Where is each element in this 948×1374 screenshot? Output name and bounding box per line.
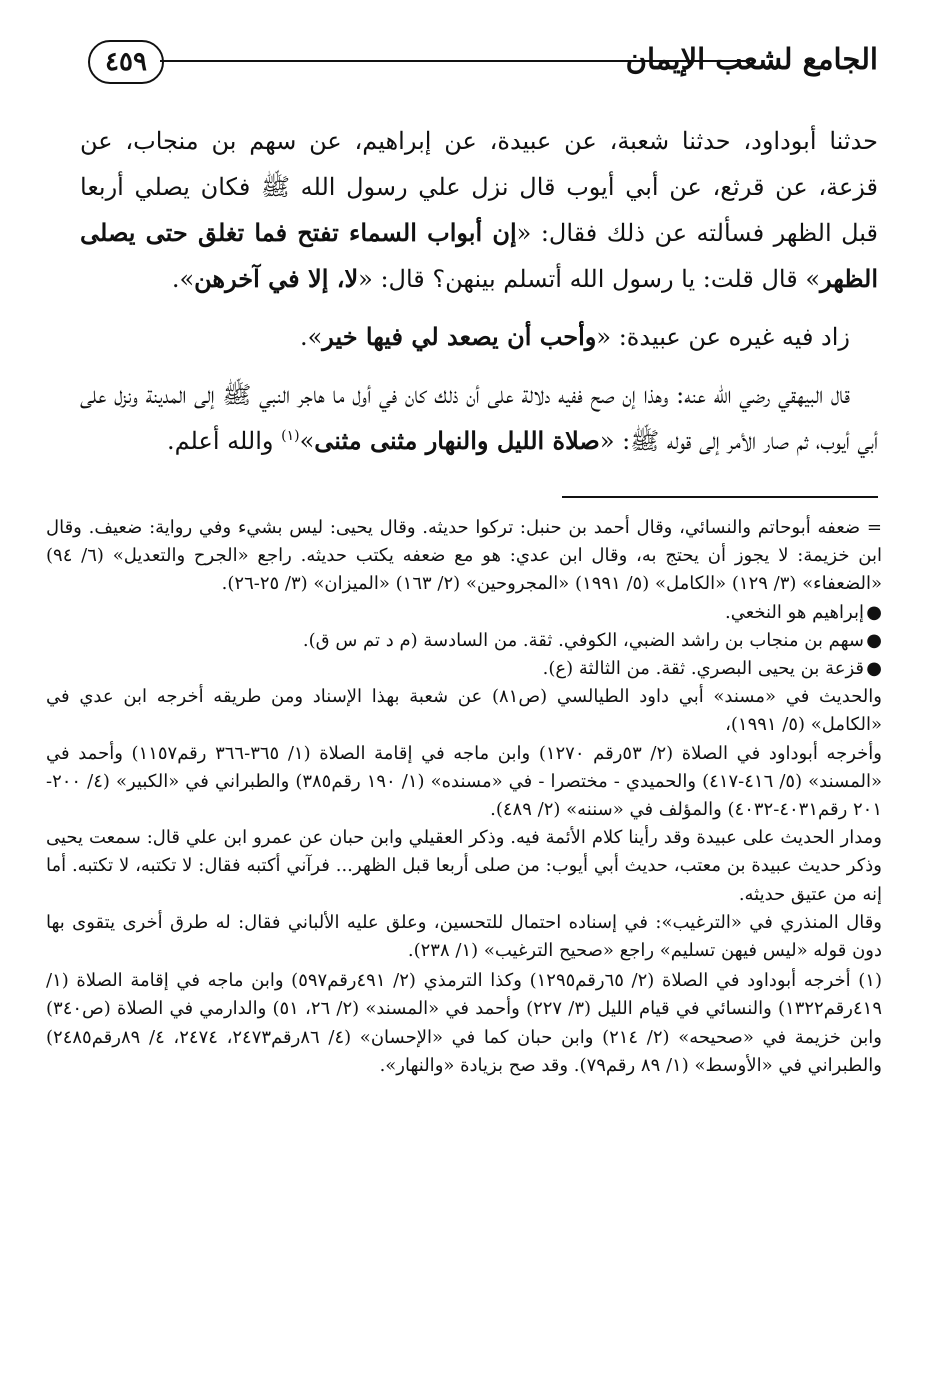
- hadith-quote-2: لا، إلا في آخرهن: [194, 264, 359, 293]
- footnote-paragraph: ومدار الحديث على عبيدة وقد رأينا كلام الأئمة فيه. وذكر العقيلي وابن حبان عن عمرو ابن علي قال: سمعت يحيى وذكر حديث عبيدة بن معتب، حديث أبي أيوب: من صلى أربعا قبل الظهر... فرآني أكتبه فقال: لا تكتبه، لا تكتبه. أما إنه من عتيق حديثه.: [46, 827, 882, 905]
- footnote-line: = ضعفه أبوحاتم والنسائي، وقال أحمد بن حنبل: تركوا حديثه. وقال يحيى: ليس بشيء وفي: [198, 517, 882, 538]
- addition-paragraph: [80, 314, 878, 360]
- list-item: [46, 627, 882, 655]
- bayhaqi-text-end: والله أعلم.: [166, 427, 282, 455]
- page-header: [88, 40, 878, 106]
- footnote-separator: [562, 496, 878, 498]
- book-title: الجامع لشعب الإيمان: [625, 42, 878, 76]
- hadith-paragraph: [80, 118, 878, 302]
- footnote-paragraph: والحديث في «مسند» أبي داود الطيالسي (ص٨١) عن شعبة بهذا الإسناد ومن طريقه أخرجه ابن عدي في «الكامل» (٥/ ١٩٩١)،: [46, 686, 882, 736]
- footnote-reference[interactable]: (١): [281, 428, 300, 444]
- footnote-continuation: [46, 514, 882, 599]
- hadith-text: حدثنا أبوداود، حدثنا شعبة، عن عبيدة، عن إبراهيم، عن سهم بن منجاب، عن قزعة، عن قرثع، عن أبي أيوب قال نزل علي رسول الله ﷺ فكان يصلي أربعا قبل الظهر فسألته عن ذلك فقال: «: [80, 127, 879, 247]
- hadith-quote: إن أبواب السماء تفتح فما تغلق حتى يصلى الظهر: [80, 218, 878, 293]
- bayhaqi-paragraph: [80, 372, 878, 464]
- addition-text: زاد فيه غيره عن عبيدة: «: [596, 323, 850, 351]
- addition-quote: وأحب أن يصعد لي فيها خير: [322, 322, 597, 351]
- hadith-text-end: ».: [171, 265, 195, 293]
- footnote-1: (١) أخرجه أبوداود في الصلاة (٢/ ٦٥رقم١٢٩٥) وكذا الترمذي (٢/ ٤٩١رقم٥٩٧) وابن ماجه في إقامة الصلاة (١/ ٤١٩رقم١٣٢٢) والنسائي في قيام الليل (٣/ ٢٢٧) وأحمد في «المسند» (٢/ ٢٦، ٥١) والدارمي في الصلاة (ص٣٤٠) وابن خزيمة في «صحيحه» (٢/ ٢١٤) وابن حبان كما في «الإحسان» (٤/ ٨٦رقم٢٤٧٣، ٢٤٧٤، ٤/ ٨٩رقم٢٤٨٥) والطبراني في «الأوسط» (١/ ٨٩ رقم٧٩). وقد صح بزيادة «والنهار».: [46, 970, 883, 1076]
- footnotes: [46, 514, 882, 1080]
- page-number-badge: [88, 40, 164, 84]
- bullet-icon: ●: [866, 601, 882, 623]
- bayhaqi-quote: صلاة الليل والنهار مثنى مثنى: [314, 426, 600, 455]
- footnote-paragraph: وقال المنذري في «الترغيب»: في إسناده احتمال للتحسين، وعلق عليه الألباني فقال: له طرق أخرى يتقوى بها دون قوله «ليس فيهن تسليم» راجع «صحيح الترغيب» (١/ ٢٣٨).: [46, 911, 882, 962]
- list-item-text: قزعة بن يحيى البصري. ثقة. من الثالثة (ع).: [542, 658, 864, 680]
- hadith-text-cont: » قال قلت: يا رسول الله أتسلم بينهن؟ قال: «: [358, 265, 821, 293]
- list-item: [46, 655, 882, 683]
- bayhaqi-quote-close: »: [299, 427, 315, 455]
- page-number: ٤٥٩: [105, 47, 147, 77]
- main-text: [80, 118, 878, 476]
- list-item-text: سهم بن منجاب بن راشد الضبي، الكوفي. ثقة. من السادسة (م د تم س ق).: [302, 629, 864, 651]
- addition-text-end: ».: [299, 323, 323, 351]
- narrator-list: [46, 599, 882, 684]
- list-item-text: إبراهيم هو النخعي.: [724, 601, 864, 623]
- footnote-line: رواية: ضعيف. وقال ابن خزيمة: لا يجوز أن يحتج به، وقال ابن عدي: هو مع ضعفه يكتب حديثه. راجع «الجرح والتعديل» (٦/ ٩٤) «الضعفاء» (٣/ ١٢٩) «الكامل» (٥/ ١٩٩١) «المجروحين» (٢/ ١٦٣) «الميزان» (٣/ ٢٥-٢٦).: [46, 517, 882, 595]
- bullet-icon: ●: [866, 629, 882, 651]
- bullet-icon: ●: [866, 658, 882, 680]
- bayhaqi-text: قال البيهقي رضي الله عنه: وهذا إن صح ففيه دلالة على أن ذلك كان في أول ما هاجر النبي ﷺ إلى المدينة ونزل على أبي أيوب، ثم صار الأمر إلى قوله ﷺ: «: [80, 381, 878, 455]
- footnote-paragraph: وأخرجه أبوداود في الصلاة (٢/ ٥٣رقم ١٢٧٠) وابن ماجه في إقامة الصلاة (١/ ٣٦٥-٣٦٦ رقم١١٥٧) وأحمد في «المسند» (٥/ ٤١٦-٤١٧) والحميدي - مختصرا - في «مسنده» (١/ ١٩٠ رقم٣٨٥) والطبراني في «الكبير» (٤/ ٢٠٠- ٢٠١ رقم٤٠٣١-٤٠٣٢) والمؤلف في «سننه» (٢/ ٤٨٩).: [46, 742, 883, 821]
- list-item: [46, 599, 882, 627]
